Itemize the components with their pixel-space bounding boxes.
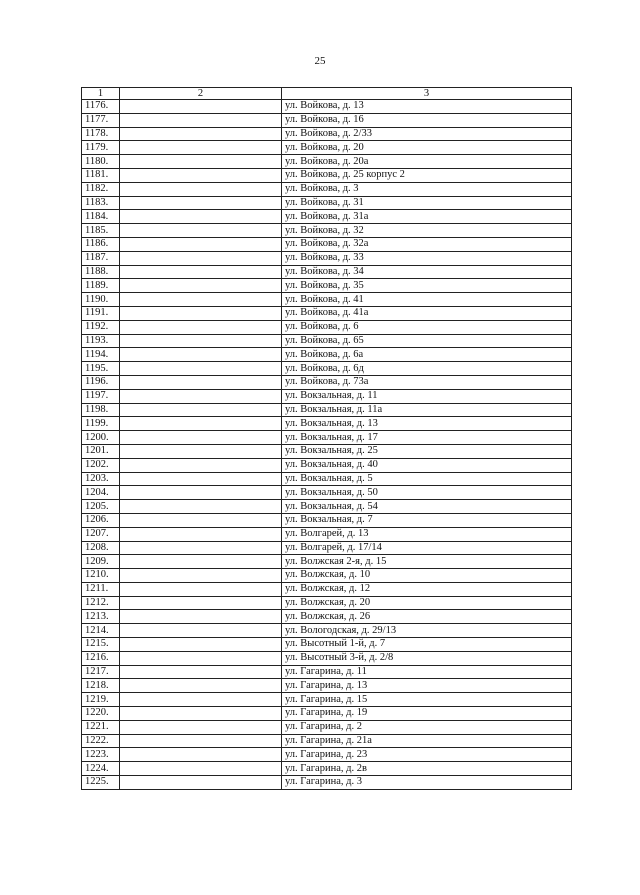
table-row [82, 210, 572, 224]
empty-column-cell [120, 734, 282, 748]
empty-column-cell [120, 362, 282, 376]
table-row [82, 527, 572, 541]
table-row [82, 748, 572, 762]
table-row [82, 458, 572, 472]
row-number-cell: 1178. [82, 127, 120, 141]
row-number-cell: 1214. [82, 624, 120, 638]
row-number-cell: 1182. [82, 182, 120, 196]
table-row [82, 334, 572, 348]
empty-column-cell [120, 748, 282, 762]
empty-column-cell [120, 582, 282, 596]
empty-column-cell [120, 527, 282, 541]
empty-column-cell [120, 707, 282, 721]
address-cell: ул. Войкова, д. 6а [282, 348, 572, 362]
empty-column-cell [120, 279, 282, 293]
address-cell: ул. Гагарина, д. 2в [282, 762, 572, 776]
row-number-cell: 1180. [82, 155, 120, 169]
row-number-cell: 1208. [82, 541, 120, 555]
address-cell: ул. Войкова, д. 41 [282, 293, 572, 307]
row-number-cell: 1202. [82, 458, 120, 472]
address-cell: ул. Вокзальная, д. 40 [282, 458, 572, 472]
empty-column-cell [120, 651, 282, 665]
empty-column-cell [120, 541, 282, 555]
header-col-1: 1 [82, 88, 120, 100]
empty-column-cell [120, 610, 282, 624]
row-number-cell: 1179. [82, 141, 120, 155]
table-row [82, 762, 572, 776]
row-number-cell: 1212. [82, 596, 120, 610]
table-row [82, 665, 572, 679]
table-row [82, 141, 572, 155]
table-row [82, 403, 572, 417]
row-number-cell: 1219. [82, 693, 120, 707]
table-row [82, 265, 572, 279]
row-number-cell: 1210. [82, 569, 120, 583]
table-row [82, 237, 572, 251]
empty-column-cell [120, 403, 282, 417]
address-cell: ул. Войкова, д. 65 [282, 334, 572, 348]
table-body [82, 100, 572, 790]
empty-column-cell [120, 168, 282, 182]
empty-column-cell [120, 776, 282, 790]
row-number-cell: 1199. [82, 417, 120, 431]
row-number-cell: 1204. [82, 486, 120, 500]
empty-column-cell [120, 334, 282, 348]
empty-column-cell [120, 224, 282, 238]
address-cell: ул. Войкова, д. 34 [282, 265, 572, 279]
address-cell: ул. Волгарей, д. 17/14 [282, 541, 572, 555]
empty-column-cell [120, 555, 282, 569]
empty-column-cell [120, 265, 282, 279]
empty-column-cell [120, 417, 282, 431]
address-cell: ул. Гагарина, д. 15 [282, 693, 572, 707]
empty-column-cell [120, 720, 282, 734]
row-number-cell: 1195. [82, 362, 120, 376]
table-row [82, 224, 572, 238]
address-cell: ул. Волжская, д. 10 [282, 569, 572, 583]
address-cell: ул. Войкова, д. 25 корпус 2 [282, 168, 572, 182]
row-number-cell: 1218. [82, 679, 120, 693]
header-col-2: 2 [120, 88, 282, 100]
address-cell: ул. Волгарей, д. 13 [282, 527, 572, 541]
address-cell: ул. Гагарина, д. 13 [282, 679, 572, 693]
table-row [82, 610, 572, 624]
address-cell: ул. Войкова, д. 13 [282, 100, 572, 114]
address-cell: ул. Волжская, д. 26 [282, 610, 572, 624]
address-cell: ул. Волжская, д. 12 [282, 582, 572, 596]
empty-column-cell [120, 113, 282, 127]
row-number-cell: 1198. [82, 403, 120, 417]
address-cell: ул. Вокзальная, д. 5 [282, 472, 572, 486]
address-cell: ул. Вокзальная, д. 11а [282, 403, 572, 417]
row-number-cell: 1211. [82, 582, 120, 596]
row-number-cell: 1183. [82, 196, 120, 210]
table-row [82, 707, 572, 721]
row-number-cell: 1194. [82, 348, 120, 362]
row-number-cell: 1191. [82, 306, 120, 320]
table-row [82, 251, 572, 265]
row-number-cell: 1197. [82, 389, 120, 403]
address-cell: ул. Войкова, д. 32 [282, 224, 572, 238]
row-number-cell: 1209. [82, 555, 120, 569]
address-cell: ул. Гагарина, д. 3 [282, 776, 572, 790]
table-row [82, 113, 572, 127]
empty-column-cell [120, 693, 282, 707]
table-row [82, 306, 572, 320]
address-cell: ул. Высотный 1-й, д. 7 [282, 638, 572, 652]
empty-column-cell [120, 624, 282, 638]
empty-column-cell [120, 100, 282, 114]
row-number-cell: 1189. [82, 279, 120, 293]
table-header-row [82, 88, 572, 100]
empty-column-cell [120, 196, 282, 210]
table-row [82, 182, 572, 196]
table-row [82, 168, 572, 182]
address-cell: ул. Вокзальная, д. 54 [282, 500, 572, 514]
row-number-cell: 1225. [82, 776, 120, 790]
address-cell: ул. Войкова, д. 31а [282, 210, 572, 224]
header-col-3: 3 [282, 88, 572, 100]
empty-column-cell [120, 155, 282, 169]
row-number-cell: 1221. [82, 720, 120, 734]
table-row [82, 472, 572, 486]
empty-column-cell [120, 389, 282, 403]
row-number-cell: 1201. [82, 444, 120, 458]
table-row [82, 720, 572, 734]
empty-column-cell [120, 500, 282, 514]
address-cell: ул. Войкова, д. 3 [282, 182, 572, 196]
table-row [82, 569, 572, 583]
row-number-cell: 1222. [82, 734, 120, 748]
page-number: 25 [314, 55, 326, 67]
table-row [82, 541, 572, 555]
empty-column-cell [120, 513, 282, 527]
table-row [82, 624, 572, 638]
row-number-cell: 1186. [82, 237, 120, 251]
empty-column-cell [120, 472, 282, 486]
table-row [82, 375, 572, 389]
empty-column-cell [120, 348, 282, 362]
table-row [82, 776, 572, 790]
address-cell: ул. Гагарина, д. 21а [282, 734, 572, 748]
table-row [82, 500, 572, 514]
table-row [82, 734, 572, 748]
empty-column-cell [120, 431, 282, 445]
row-number-cell: 1213. [82, 610, 120, 624]
empty-column-cell [120, 375, 282, 389]
row-number-cell: 1177. [82, 113, 120, 127]
empty-column-cell [120, 237, 282, 251]
row-number-cell: 1203. [82, 472, 120, 486]
empty-column-cell [120, 762, 282, 776]
address-cell: ул. Войкова, д. 73а [282, 375, 572, 389]
row-number-cell: 1188. [82, 265, 120, 279]
table-row [82, 279, 572, 293]
row-number-cell: 1206. [82, 513, 120, 527]
empty-column-cell [120, 251, 282, 265]
empty-column-cell [120, 596, 282, 610]
table-row [82, 679, 572, 693]
table-row [82, 320, 572, 334]
address-cell: ул. Гагарина, д. 19 [282, 707, 572, 721]
address-cell: ул. Войкова, д. 41а [282, 306, 572, 320]
table-row [82, 431, 572, 445]
address-cell: ул. Войкова, д. 6 [282, 320, 572, 334]
table-row [82, 417, 572, 431]
empty-column-cell [120, 679, 282, 693]
address-table [81, 87, 572, 790]
empty-column-cell [120, 127, 282, 141]
address-cell: ул. Волжская 2-я, д. 15 [282, 555, 572, 569]
empty-column-cell [120, 444, 282, 458]
table-row [82, 444, 572, 458]
empty-column-cell [120, 141, 282, 155]
empty-column-cell [120, 182, 282, 196]
row-number-cell: 1207. [82, 527, 120, 541]
address-cell: ул. Войкова, д. 35 [282, 279, 572, 293]
empty-column-cell [120, 638, 282, 652]
row-number-cell: 1215. [82, 638, 120, 652]
address-cell: ул. Вологодская, д. 29/13 [282, 624, 572, 638]
table-row [82, 555, 572, 569]
row-number-cell: 1205. [82, 500, 120, 514]
row-number-cell: 1176. [82, 100, 120, 114]
table-row [82, 651, 572, 665]
table-row [82, 486, 572, 500]
row-number-cell: 1184. [82, 210, 120, 224]
row-number-cell: 1200. [82, 431, 120, 445]
address-cell: ул. Войкова, д. 32а [282, 237, 572, 251]
row-number-cell: 1193. [82, 334, 120, 348]
address-cell: ул. Войкова, д. 16 [282, 113, 572, 127]
address-cell: ул. Вокзальная, д. 7 [282, 513, 572, 527]
table-row [82, 582, 572, 596]
row-number-cell: 1223. [82, 748, 120, 762]
address-cell: ул. Войкова, д. 6д [282, 362, 572, 376]
empty-column-cell [120, 306, 282, 320]
table-row [82, 293, 572, 307]
table-row [82, 155, 572, 169]
table-row [82, 348, 572, 362]
address-cell: ул. Войкова, д. 20 [282, 141, 572, 155]
row-number-cell: 1192. [82, 320, 120, 334]
address-cell: ул. Вокзальная, д. 13 [282, 417, 572, 431]
row-number-cell: 1217. [82, 665, 120, 679]
address-cell: ул. Войкова, д. 33 [282, 251, 572, 265]
empty-column-cell [120, 320, 282, 334]
address-cell: ул. Волжская, д. 20 [282, 596, 572, 610]
table-row [82, 362, 572, 376]
table-row [82, 127, 572, 141]
address-cell: ул. Вокзальная, д. 50 [282, 486, 572, 500]
row-number-cell: 1187. [82, 251, 120, 265]
row-number-cell: 1216. [82, 651, 120, 665]
table-row [82, 638, 572, 652]
row-number-cell: 1181. [82, 168, 120, 182]
address-cell: ул. Вокзальная, д. 17 [282, 431, 572, 445]
table-row [82, 693, 572, 707]
table-row [82, 513, 572, 527]
address-cell: ул. Войкова, д. 2/33 [282, 127, 572, 141]
empty-column-cell [120, 458, 282, 472]
empty-column-cell [120, 486, 282, 500]
address-cell: ул. Вокзальная, д. 11 [282, 389, 572, 403]
row-number-cell: 1185. [82, 224, 120, 238]
address-cell: ул. Войкова, д. 20а [282, 155, 572, 169]
row-number-cell: 1220. [82, 707, 120, 721]
table-row [82, 596, 572, 610]
row-number-cell: 1190. [82, 293, 120, 307]
empty-column-cell [120, 665, 282, 679]
address-cell: ул. Войкова, д. 31 [282, 196, 572, 210]
table-row [82, 100, 572, 114]
row-number-cell: 1224. [82, 762, 120, 776]
row-number-cell: 1196. [82, 375, 120, 389]
address-cell: ул. Высотный 3-й, д. 2/8 [282, 651, 572, 665]
address-cell: ул. Гагарина, д. 2 [282, 720, 572, 734]
table-row [82, 196, 572, 210]
address-cell: ул. Гагарина, д. 11 [282, 665, 572, 679]
address-cell: ул. Гагарина, д. 23 [282, 748, 572, 762]
empty-column-cell [120, 210, 282, 224]
address-cell: ул. Вокзальная, д. 25 [282, 444, 572, 458]
table-row [82, 389, 572, 403]
empty-column-cell [120, 293, 282, 307]
empty-column-cell [120, 569, 282, 583]
